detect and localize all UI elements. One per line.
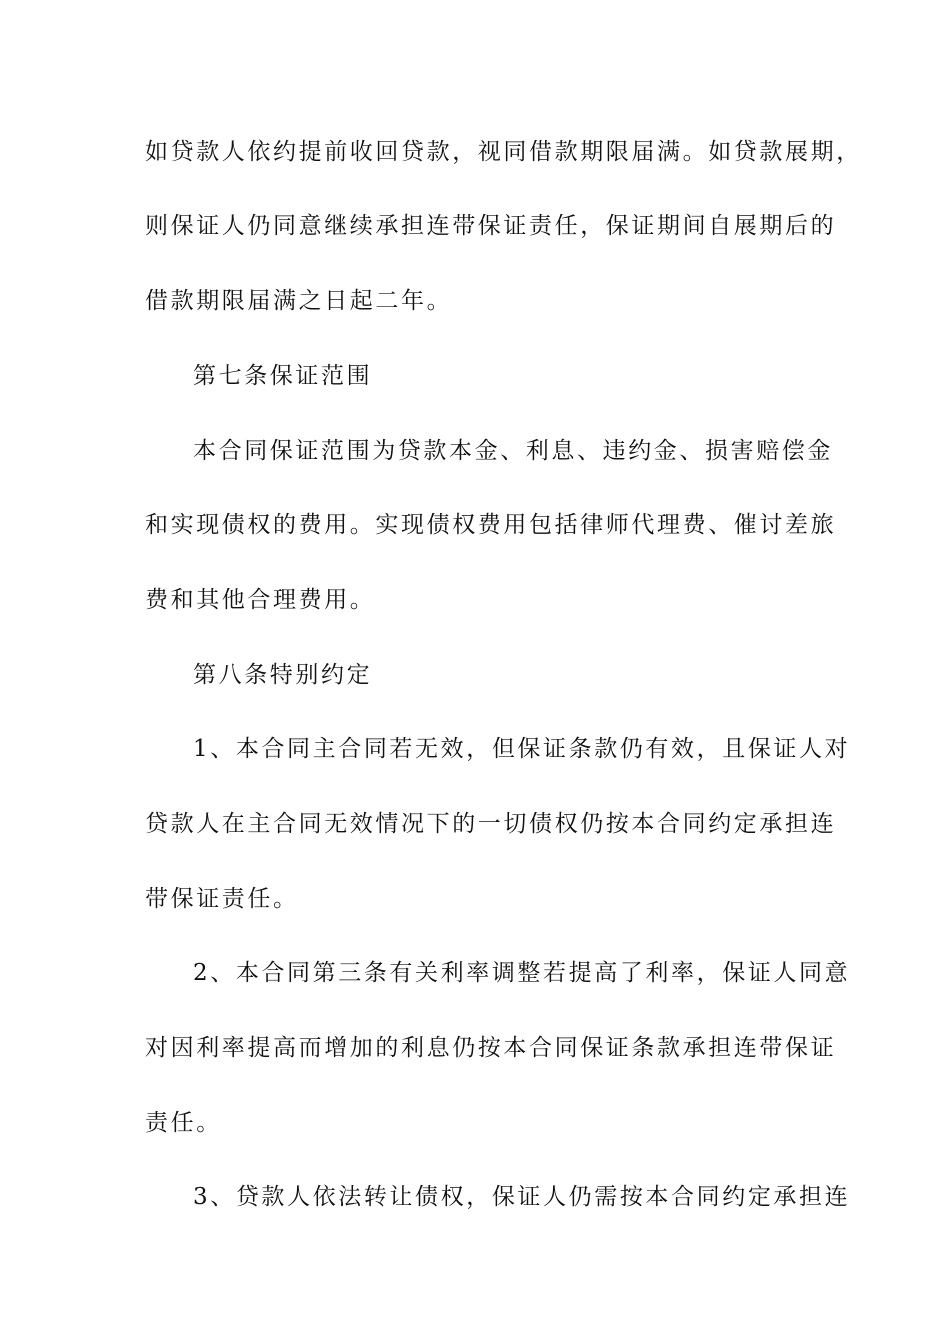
text-line: 和实现债权的费用。实现债权费用包括律师代理费、催讨差旅 [145,512,837,538]
text-line: 贷款人在主合同无效情况下的一切债权仍按本合同约定承担连 [145,811,837,837]
text-line: 本合同保证范围为贷款本金、利息、违约金、损害赔偿金 [193,438,833,464]
text-line: 2、本合同第三条有关利率调整若提高了利率，保证人同意 [193,960,851,986]
section-heading: 第七条保证范围 [193,363,373,389]
text-line: 对因利率提高而增加的利息仍按本合同保证条款承担连带保证 [145,1035,837,1061]
text-line: 带保证责任。 [145,886,299,912]
text-line: 1、本合同主合同若无效，但保证条款仍有效，且保证人对 [193,736,851,762]
text-line: 则保证人仍同意继续承担连带保证责任，保证期间自展期后的 [145,213,837,239]
section-heading: 第八条特别约定 [193,662,373,688]
text-line: 费和其他合理费用。 [145,587,376,613]
text-line: 借款期限届满之日起二年。 [145,288,453,314]
text-line: 3、贷款人依法转让债权，保证人仍需按本合同约定承担连 [193,1184,851,1210]
text-line: 责任。 [145,1110,222,1136]
text-line: 如贷款人依约提前收回贷款，视同借款期限届满。如贷款展期， [145,139,862,165]
